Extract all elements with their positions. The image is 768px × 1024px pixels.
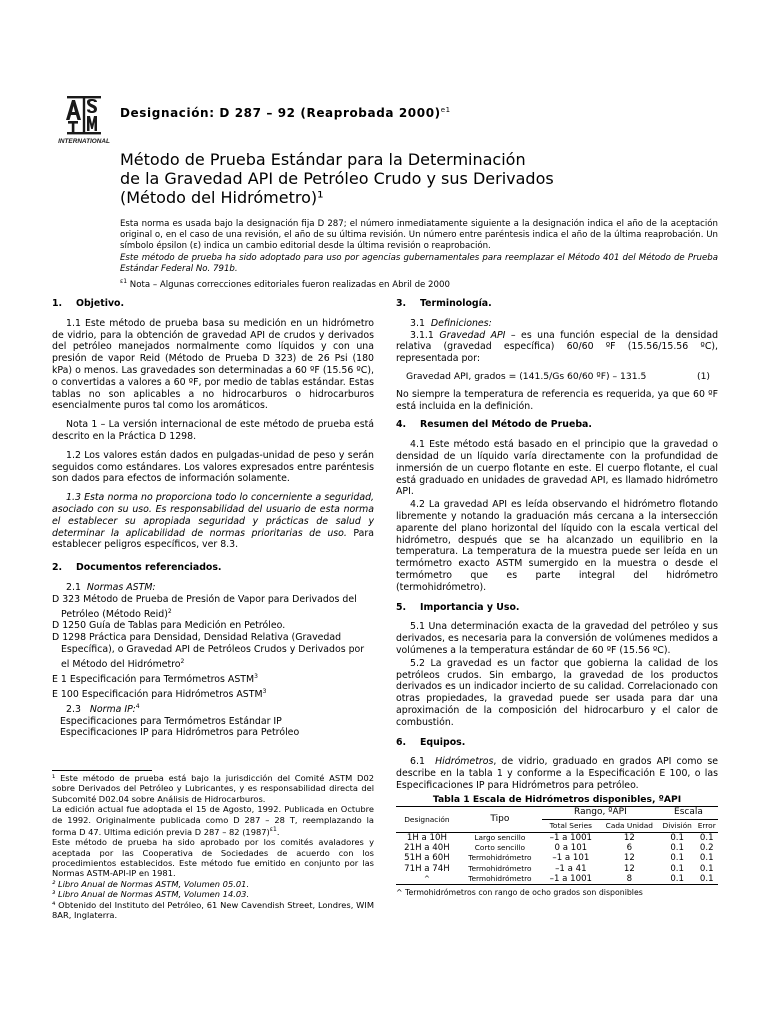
ip-hydrometers: Especificaciones IP para Hidrómetros para Petróleo: [60, 727, 300, 739]
note-1: Nota 1 – La versión internacional de este método de prueba está descrito en la Práctica D 1298.: [52, 419, 374, 442]
left-column: [52, 298, 374, 739]
section-5-heading: 5. Importancia y Uso.: [396, 601, 520, 613]
terminology-note: No siempre la temperatura de referencia es requerida, ya que 60 ºF está incluida en la definición.: [396, 388, 718, 412]
astm-logo: [58, 94, 110, 146]
table-row: 21H a 40H Corto sencillo 0 a 101 6 0.1 0.2: [404, 843, 714, 854]
section-2-heading: 2. Documentos referenciados.: [52, 562, 222, 574]
paragraph-5-1: 5.1 Una determinación exacta de la gravedad del petróleo y sus derivados, es necesaria para la conversión de volúmenes medidos a volúmenes a la temperatura estándar de 60 ºF (15.56 ºC).: [396, 621, 718, 656]
footnote-1-edition: La edición actual fue adoptada el 15 de Agosto, 1992. Publicada en Octubre de 1992. Originalmente publicada como D 287 – 28 T, reemplazando la forma D 47. Ultima edición previa D 287 – 82 $(1987)^{\varepsilon 1}$.: [52, 804, 374, 837]
paragraph-4-2: 4.2 La gravedad API es leída observando el hidrómetro flotando libremente y notando la graduación más cercana a la intersección aparente del plano horizontal del líquido con la escala vertical del hidrómetro, después que se ha alcanzado un equilibrio en la temperatura. La temperatura de la muestra puede ser leída en un termómetro exacto ASTM sumergido en la muestra o desde el termómetro que es parte integral del hidrómetro (termohidrómetro).: [396, 499, 718, 593]
subsection-3-1: 3.1 Definiciones:: [410, 317, 492, 329]
header-designacion: Designación: [396, 807, 458, 833]
footnote-rule: [52, 770, 152, 771]
reference-d323: D 323 Método de Prueba de Presión de Vapor para Derivados del Petróleo (Método Reid)$^2$: [52, 593, 357, 620]
footnote-3: ³ Libro Anual de Normas ASTM, Volumen 14.03.: [52, 889, 250, 900]
paragraph-1-2: 1.2 Los valores están dados en pulgadas-unidad de peso y serán seguidos como estándares. Los valores expresados entre paréntesis son dados para efectos de información solamente.: [52, 449, 374, 485]
subsection-2-3: 2.3 Norma IP:$^4$: [66, 702, 140, 715]
section-3-heading: 3. Terminología.: [396, 298, 492, 309]
equation-1: Gravedad API, grados = (141.5/Gs 60/60 ºF) – 131.5 (1): [406, 370, 710, 382]
section-1-heading: 1. Objetivo.: [52, 298, 125, 309]
designation: Designación: D 287 – 92 (Reaprobada 2000)$^{e1}$: [120, 106, 451, 120]
header-division: División: [662, 821, 692, 831]
header-tipo: Tipo: [458, 807, 542, 833]
paragraph-5-2: 5.2 La gravedad es un factor que gobierna la calidad de los petróleos crudos. Sin embargo, la gravedad de los productos derivados es un indicador incierto de su calidad. Correlacionado con otras propiedades, la gravedad puede ser usada para dar una aproximación de la composición del hidrocarburo y el calor de combustión.: [396, 657, 718, 728]
paragraph-1-3: 1.3 Esta norma no proporciona todo lo concerniente a seguridad, asociado con su uso. Es responsabilidad del usuario de esta norma el establecer su apropiada seguridad y prácticas de salud y determinar la aplicabilidad de normas prioritarias de uso. Para establecer peligros específicos, ver 8.3.: [52, 492, 375, 551]
footnote-1-approval: Este método de prueba ha sido aprobado por los comités avaladores y aceptada por las Cooperativa de Sociedades de acuerdo con los procedimientos establecidos. Este método fue emitido en conjunto por las Normas ASTM-API-IP en 1981.: [52, 837, 374, 879]
header-cada-unidad: Cada Unidad: [605, 821, 653, 831]
table-row: 1H a 10H Largo sencillo –1 a 1001 12 0.1 0.1: [406, 833, 714, 844]
paragraph-4-1: 4.1 Este método está basado en el principio que la gravedad o densidad de un líquido varía directamente con la profundidad de inmersión de un cuerpo flotante en este. El cuerpo flotante, el cual está graduado en unidades de gravedad API, es llamado hidrómetro API.: [396, 439, 718, 498]
definition-api-gravity: 3.1.1 Gravedad API – es una función especial de la densidad relativa (gravedad específica) 60/60 ºF (15.56/15.56 ºC), representada por:: [396, 329, 719, 365]
right-column: [396, 298, 718, 899]
table-caption: Tabla 1 Escala de Hidrómetros disponibles, ºAPI: [432, 793, 682, 805]
table-row: 51H a 60H Termohidrómetro –1 a 101 12 0.1 0.1: [404, 853, 714, 864]
title-line-3: (Método del Hidrómetro)¹: [120, 188, 324, 207]
footnote-2: ² Libro Anual de Normas ASTM, Volumen 05.01.: [52, 878, 250, 889]
header-error: Error: [697, 821, 716, 831]
ip-thermometers: Especificaciones para Termómetros Estándar IP: [60, 715, 282, 727]
table-row: ^ Termohidrómetro –1 a 1001 8 0.1 0.1: [396, 874, 718, 885]
subsection-2-1: 2.1 Normas ASTM:: [66, 581, 156, 593]
editorial-note: $^{\varepsilon 1}$ Nota – Algunas correcciones editoriales fueron realizadas en Abril de 2000: [120, 278, 450, 290]
table-row: 71H a 74H Termohidrómetro –1 a 41 12 0.1 0.1: [404, 863, 714, 874]
document-title: [120, 150, 720, 207]
logo-caption: INTERNATIONAL: [58, 138, 110, 145]
reference-d1250: D 1250 Guía de Tablas para Medición en Petróleo.: [52, 620, 286, 632]
table-note: ^ Termohidrómetros con rango de ocho grados son disponibles: [396, 888, 643, 898]
reference-d1298: D 1298 Práctica para Densidad, Densidad Relativa (Gravedad Específica), o Gravedad API de Petróleos Crudos y Derivados por el Método del Hidrómetro$^2$: [52, 632, 365, 670]
intro-adoption-note: Este método de prueba ha sido adoptado para uso por agencias gubernamentales para reemplazar el Método 401 del Método de Prueba Estándar Federal No. 791b.: [120, 252, 718, 274]
footnote-4: ⁴ Obtenido del Instituto del Petróleo, 61 New Cavendish Street, Londres, WIM 8AR, Inglaterra.: [52, 899, 374, 921]
hydrometer-table: [396, 806, 718, 885]
footnote-1: ¹ Este método de prueba está bajo la jurisdicción del Comité ASTM D02 sobre Derivados del Petróleo y Lubricantes, y es responsabilidad directa del Subcomité D02.04 sobre Análisis de Hidrocarburos.: [52, 773, 374, 804]
header-escala: Escala: [659, 807, 718, 820]
section-6-heading: 6. Equipos.: [396, 736, 466, 748]
reference-e1: E 1 Especificación para Termómetros ASTM$^3$: [52, 672, 258, 685]
intro-block: [120, 219, 718, 291]
title-line-2: de la Gravedad API de Petróleo Crudo y sus Derivados: [120, 169, 554, 188]
reference-e100: E 100 Especificación para Hidrómetros ASTM$^3$: [52, 687, 267, 700]
section-4-heading: 4. Resumen del Método de Prueba.: [396, 419, 592, 431]
paragraph-6-1: 6.1 Hidrómetros, de vidrio, graduado en grados API como se describe en la tabla 1 y conforme a la Especificación E 100, o las Especificaciones IP para Hidrómetros para petróleo.: [396, 756, 718, 791]
header-rango: Rango, ºAPI: [542, 807, 659, 820]
title-line-1: Método de Prueba Estándar para la Determinación: [120, 150, 526, 169]
footnotes: [52, 773, 374, 920]
header-total-series: Total Series: [549, 821, 593, 831]
intro-paragraph: Esta norma es usada bajo la designación fija D 287; el número inmediatamente siguiente a la designación indica el año de la aceptación original o, en el caso de una revisión, el año de su última revisión. Un número entre paréntesis indica el año de la última reaprobación. Un símbolo épsilon (ε) indica un cambio editorial desde la última revisión o reaprobación.: [120, 219, 718, 252]
paragraph-1-1: 1.1 Este método de prueba basa su medición en un hidrómetro de vidrio, para la obtención de gravedad API de crudos y derivados del petróleo manejados normalmente como líquidos y con una presión de vapor Reid (Método de Prueba D 323) de 26 Psi (180 kPa) o menos. Las gravedades son determinadas a 60 ºF (15.56 ºC), o convertidas a valores a 60 ºF, por medio de tablas estándar. Estas tablas no son aplicables a no hidrocarburos o hidrocarburos esencialmente puros tal como los aromáticos.: [52, 317, 374, 412]
